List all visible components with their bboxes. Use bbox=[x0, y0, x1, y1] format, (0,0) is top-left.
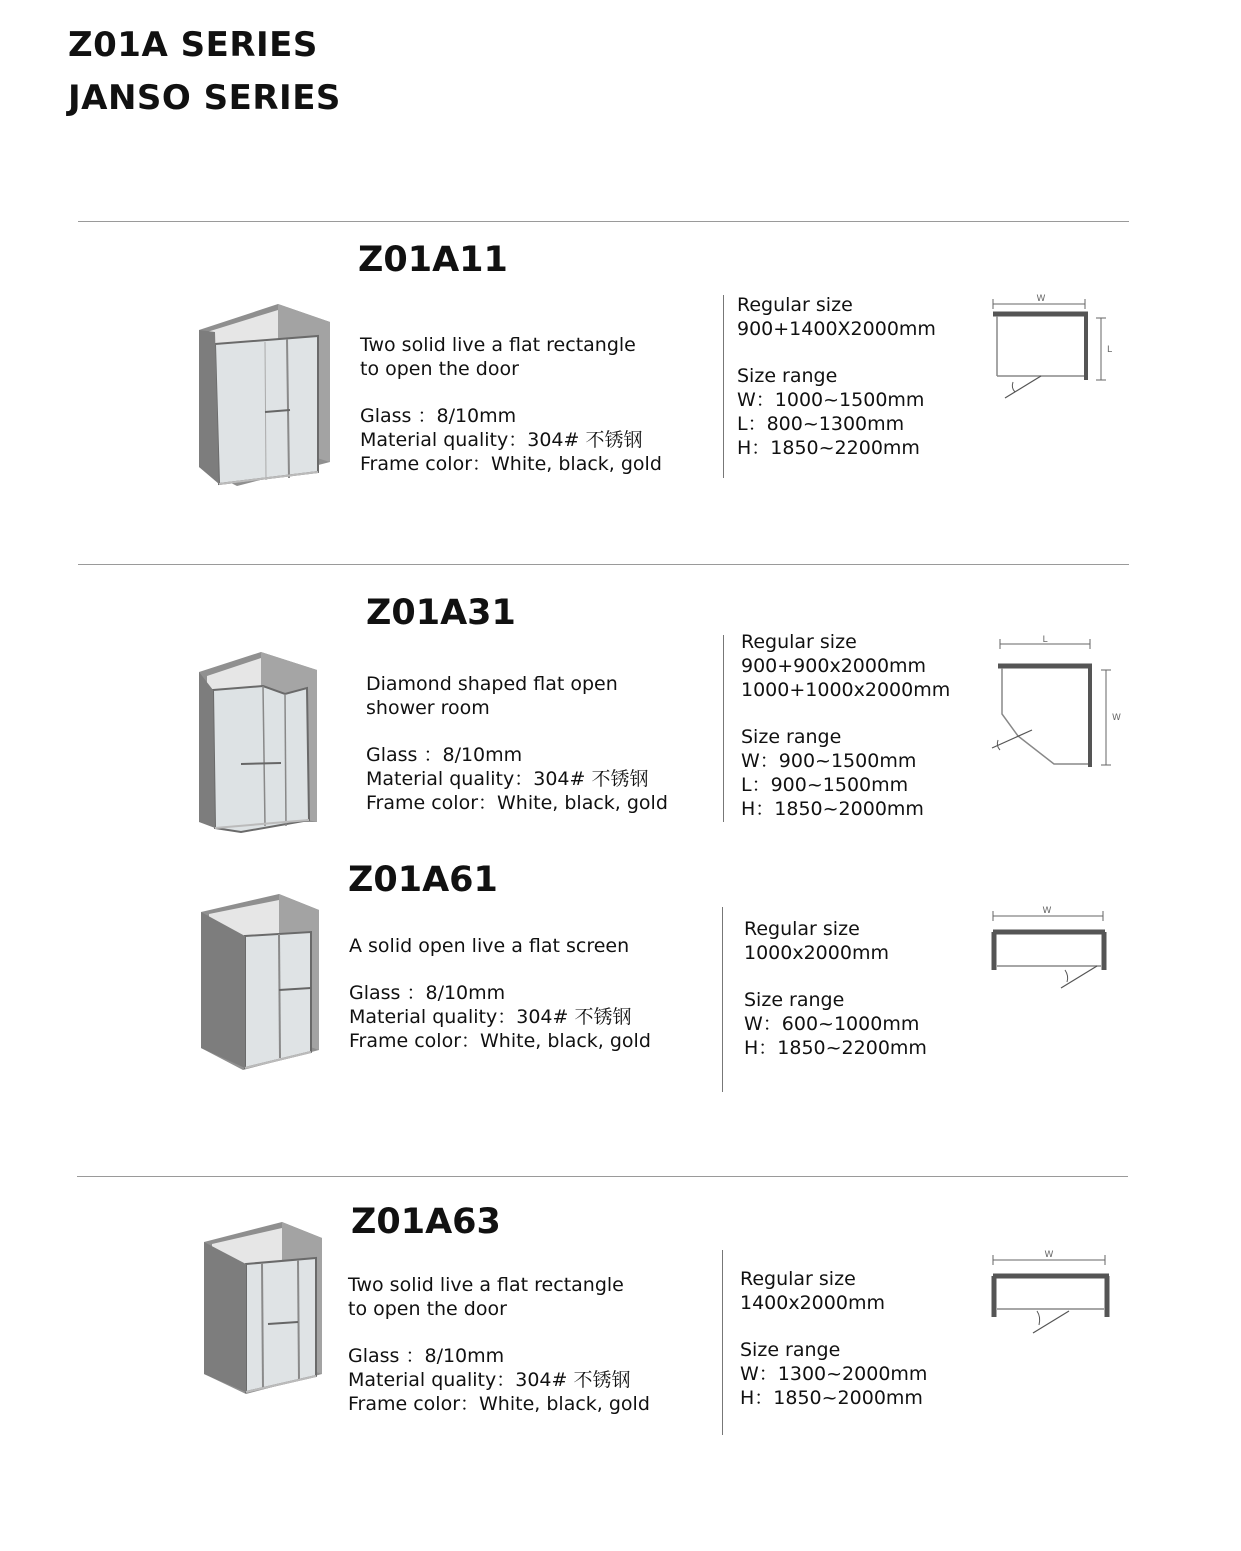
dimension-label: L bbox=[1042, 635, 1048, 645]
frame-color-spec: Frame color：White, black, gold bbox=[360, 453, 662, 475]
size-info bbox=[741, 630, 950, 821]
material-spec: Material quality：304# 不锈钢 bbox=[348, 1369, 631, 1391]
dimension-label: W bbox=[1042, 906, 1052, 916]
shower-enclosure-image bbox=[198, 1218, 328, 1398]
size-range-value: L：800~1300mm bbox=[737, 413, 905, 435]
product-description bbox=[366, 672, 668, 815]
section-divider bbox=[77, 1176, 1128, 1177]
product-description bbox=[360, 333, 662, 476]
column-divider bbox=[722, 1250, 723, 1435]
description-line: shower room bbox=[366, 697, 490, 719]
product-code: Z01A31 bbox=[366, 593, 516, 633]
floor-plan-diagram bbox=[988, 632, 1123, 772]
size-range-value: W：600~1000mm bbox=[744, 1013, 920, 1035]
material-spec: Material quality：304# 不锈钢 bbox=[349, 1006, 632, 1028]
column-divider bbox=[723, 635, 724, 822]
size-range-value: H：1850~2200mm bbox=[744, 1037, 927, 1059]
size-range-value: W：1300~2000mm bbox=[740, 1363, 928, 1385]
regular-size-label: Regular size bbox=[740, 1268, 856, 1290]
product-code: Z01A11 bbox=[358, 240, 508, 280]
glass-spec: Glass ：8/10mm bbox=[360, 405, 517, 427]
size-range-value: H：1850~2000mm bbox=[740, 1387, 923, 1409]
description-line: Diamond shaped flat open bbox=[366, 673, 618, 695]
size-range-value: H：1850~2000mm bbox=[741, 798, 924, 820]
description-line: A solid open live a flat screen bbox=[349, 935, 630, 957]
size-range-value: W：1000~1500mm bbox=[737, 389, 925, 411]
floor-plan-diagram bbox=[985, 1245, 1115, 1340]
floor-plan-diagram bbox=[985, 290, 1115, 405]
glass-spec: Glass ：8/10mm bbox=[349, 982, 506, 1004]
size-range-label: Size range bbox=[737, 365, 838, 387]
size-range-label: Size range bbox=[744, 989, 845, 1011]
size-range-value: W：900~1500mm bbox=[741, 750, 917, 772]
shower-enclosure-image bbox=[195, 890, 325, 1075]
size-range-value: L：900~1500mm bbox=[741, 774, 909, 796]
size-range-value: H：1850~2200mm bbox=[737, 437, 920, 459]
regular-size-value: 1400x2000mm bbox=[740, 1292, 885, 1314]
shower-enclosure-image bbox=[195, 650, 325, 840]
description-line: Two solid live a flat rectangle bbox=[348, 1274, 624, 1296]
glass-spec: Glass ：8/10mm bbox=[348, 1345, 505, 1367]
column-divider bbox=[723, 295, 724, 478]
column-divider bbox=[722, 907, 723, 1092]
frame-color-spec: Frame color：White, black, gold bbox=[348, 1393, 650, 1415]
description-line: to open the door bbox=[360, 358, 519, 380]
size-info bbox=[737, 293, 936, 460]
series-title: Z01A SERIES bbox=[68, 25, 318, 65]
product-description bbox=[349, 934, 651, 1053]
frame-color-spec: Frame color：White, black, gold bbox=[366, 792, 668, 814]
size-range-label: Size range bbox=[740, 1339, 841, 1361]
description-line: Two solid live a flat rectangle bbox=[360, 334, 636, 356]
floor-plan-diagram bbox=[985, 900, 1115, 995]
material-spec: Material quality：304# 不锈钢 bbox=[360, 429, 643, 451]
dimension-label: W bbox=[1044, 1250, 1054, 1260]
description-line: to open the door bbox=[348, 1298, 507, 1320]
section-divider bbox=[78, 221, 1129, 222]
dimension-label: W bbox=[1036, 294, 1046, 304]
size-info bbox=[744, 917, 927, 1060]
series-subtitle: JANSO SERIES bbox=[68, 78, 341, 118]
regular-size-label: Regular size bbox=[737, 294, 853, 316]
regular-size-value: 1000x2000mm bbox=[744, 942, 889, 964]
shower-enclosure-image bbox=[195, 302, 335, 492]
product-code: Z01A63 bbox=[351, 1202, 501, 1242]
size-info bbox=[740, 1267, 927, 1410]
regular-size-value: 900+900x2000mm bbox=[741, 655, 927, 677]
section-divider bbox=[78, 564, 1129, 565]
product-description bbox=[348, 1273, 650, 1416]
regular-size-value: 1000+1000x2000mm bbox=[741, 679, 951, 701]
regular-size-label: Regular size bbox=[741, 631, 857, 653]
dimension-label: L bbox=[1107, 345, 1113, 355]
regular-size-value: 900+1400X2000mm bbox=[737, 318, 936, 340]
glass-spec: Glass ：8/10mm bbox=[366, 744, 523, 766]
product-code: Z01A61 bbox=[348, 860, 498, 900]
size-range-label: Size range bbox=[741, 726, 842, 748]
frame-color-spec: Frame color：White, black, gold bbox=[349, 1030, 651, 1052]
dimension-label: W bbox=[1112, 713, 1121, 723]
material-spec: Material quality：304# 不锈钢 bbox=[366, 768, 649, 790]
regular-size-label: Regular size bbox=[744, 918, 860, 940]
